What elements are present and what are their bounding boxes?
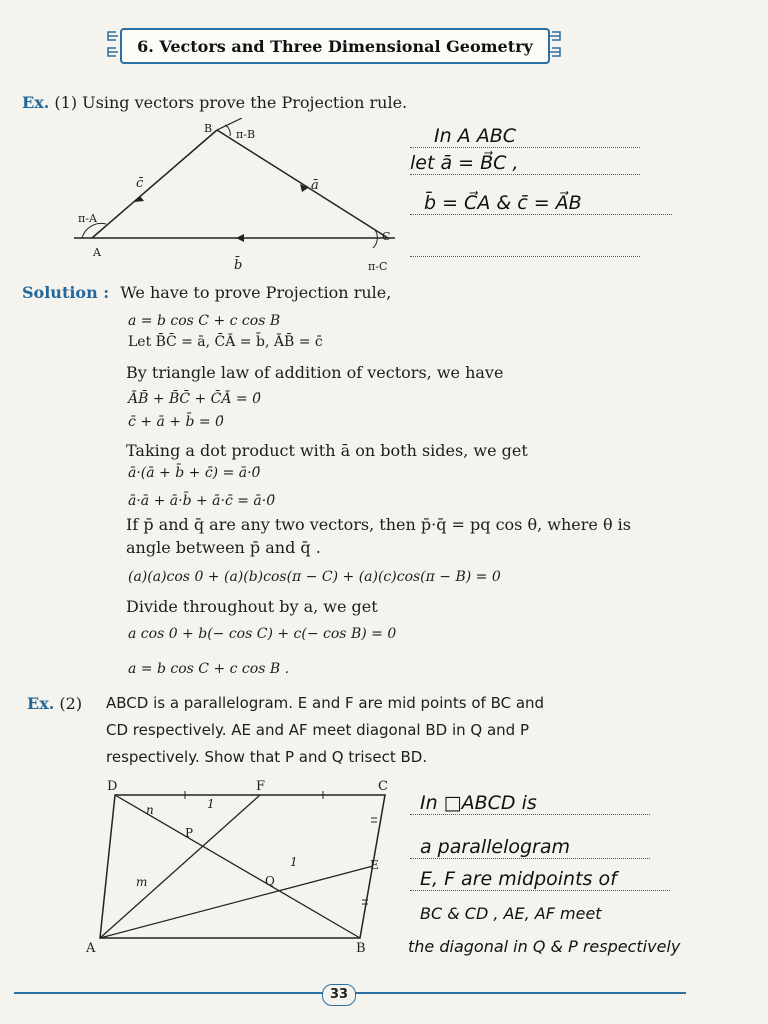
- fig1-label-angle-C: π-C: [368, 260, 388, 273]
- fig2-label-n: n: [146, 803, 154, 817]
- fig2-label-Q: Q: [265, 874, 275, 888]
- solution-line-2: Let B̄C̄ = ā, C̄Ā = b̄, ĀB̄ = c̄: [128, 334, 323, 350]
- fig2-label-A: A: [86, 941, 96, 956]
- fig2-label-B: B: [356, 941, 366, 956]
- fig1-label-A: A: [93, 246, 101, 259]
- fig2-label-1-mid: 1: [290, 855, 298, 869]
- solution-line-3: By triangle law of addition of vectors, we have: [126, 363, 504, 382]
- solution-line-14: a = b cos C + c cos B .: [128, 661, 290, 677]
- ex2-note-3: E, F are midpoints of: [410, 868, 670, 891]
- fig1-label-vec-c: c̄: [136, 176, 144, 191]
- example-2-tag: Ex. (2): [27, 694, 83, 713]
- ex1-note-blank-line: [410, 250, 640, 257]
- solution-line-7: ā·(ā + b̄ + c̄) = ā·0̄: [128, 465, 261, 481]
- fig2-label-P: P: [185, 826, 194, 840]
- solution-line-13: a cos 0 + b(− cos C) + c(− cos B) = 0: [128, 626, 397, 642]
- solution-line-11: (a)(a)cos 0 + (a)(b)cos(π − C) + (a)(c)cos(π − B) = 0: [128, 569, 501, 585]
- ex2-note-5: the diagonal in Q & P respectively: [408, 937, 681, 956]
- ex2-note-4: BC & CD , AE, AF meet: [420, 904, 602, 923]
- solution-line-1: a = b cos C + c cos B: [128, 313, 281, 329]
- fig1-label-angle-A: π-A: [78, 212, 97, 225]
- solution-line-6: Taking a dot product with ā on both sides, we get: [126, 441, 528, 460]
- parallelogram-figure: [95, 790, 405, 950]
- header-ornament-left: [102, 28, 122, 64]
- example-1-text: (1) Using vectors prove the Projection rule.: [54, 93, 408, 112]
- solution-tag: Solution :: [22, 283, 110, 302]
- fig2-label-1-top: 1: [207, 797, 215, 811]
- solution-line-8: ā·ā + ā·b̄ + ā·c̄ = ā·0̄: [128, 493, 276, 509]
- fig1-label-vec-b: b̄: [234, 258, 243, 273]
- ex2-note-2: a parallelogram: [410, 836, 650, 859]
- fig1-label-vec-a: ā: [311, 178, 319, 193]
- fig2-label-m: m: [136, 875, 148, 889]
- example-2-line-1: ABCD is a parallelogram. E and F are mid points of BC and: [106, 694, 545, 712]
- header-ornament-right: [548, 28, 568, 64]
- fig2-label-F: F: [256, 779, 266, 794]
- fig2-label-D: D: [107, 779, 118, 794]
- solution-line-12: Divide throughout by a, we get: [126, 597, 378, 616]
- triangle-figure: [70, 118, 400, 278]
- chapter-title: 6. Vectors and Three Dimensional Geometry: [137, 36, 533, 56]
- solution-line-4: ĀB̄ + B̄C̄ + C̄Ā = 0̄: [128, 391, 262, 407]
- chapter-title-box: [120, 28, 550, 64]
- solution-line-10: angle between p̄ and q̄ .: [126, 538, 321, 557]
- fig2-label-C: C: [378, 779, 388, 794]
- fig2-label-E: E: [370, 858, 379, 872]
- ex1-note-2: let ā = B⃗C ,: [410, 152, 640, 175]
- ex1-note-1: In A ABC: [410, 125, 640, 148]
- example-1-heading: [22, 93, 407, 112]
- fig1-label-C: C: [382, 230, 391, 243]
- solution-heading: [22, 283, 391, 302]
- ex2-note-1: In □ABCD is: [410, 792, 650, 815]
- page-number: 33: [322, 984, 356, 1006]
- example-2-line-3: respectively. Show that P and Q trisect BD.: [106, 748, 428, 766]
- fig1-label-B: B: [204, 122, 213, 135]
- fig1-label-angle-B: π-B: [236, 128, 256, 141]
- solution-intro: We have to prove Projection rule,: [120, 283, 392, 302]
- solution-line-5: c̄ + ā + b̄ = 0̄: [128, 414, 224, 430]
- ex1-note-3: b̄ = C⃗A & c̄ = A⃗B: [410, 192, 672, 215]
- example-tag: Ex.: [22, 93, 50, 112]
- solution-line-9: If p̄ and q̄ are any two vectors, then p̄·q̄ = pq cos θ, where θ is: [126, 515, 631, 534]
- example-2-line-2: CD respectively. AE and AF meet diagonal BD in Q and P: [106, 721, 530, 739]
